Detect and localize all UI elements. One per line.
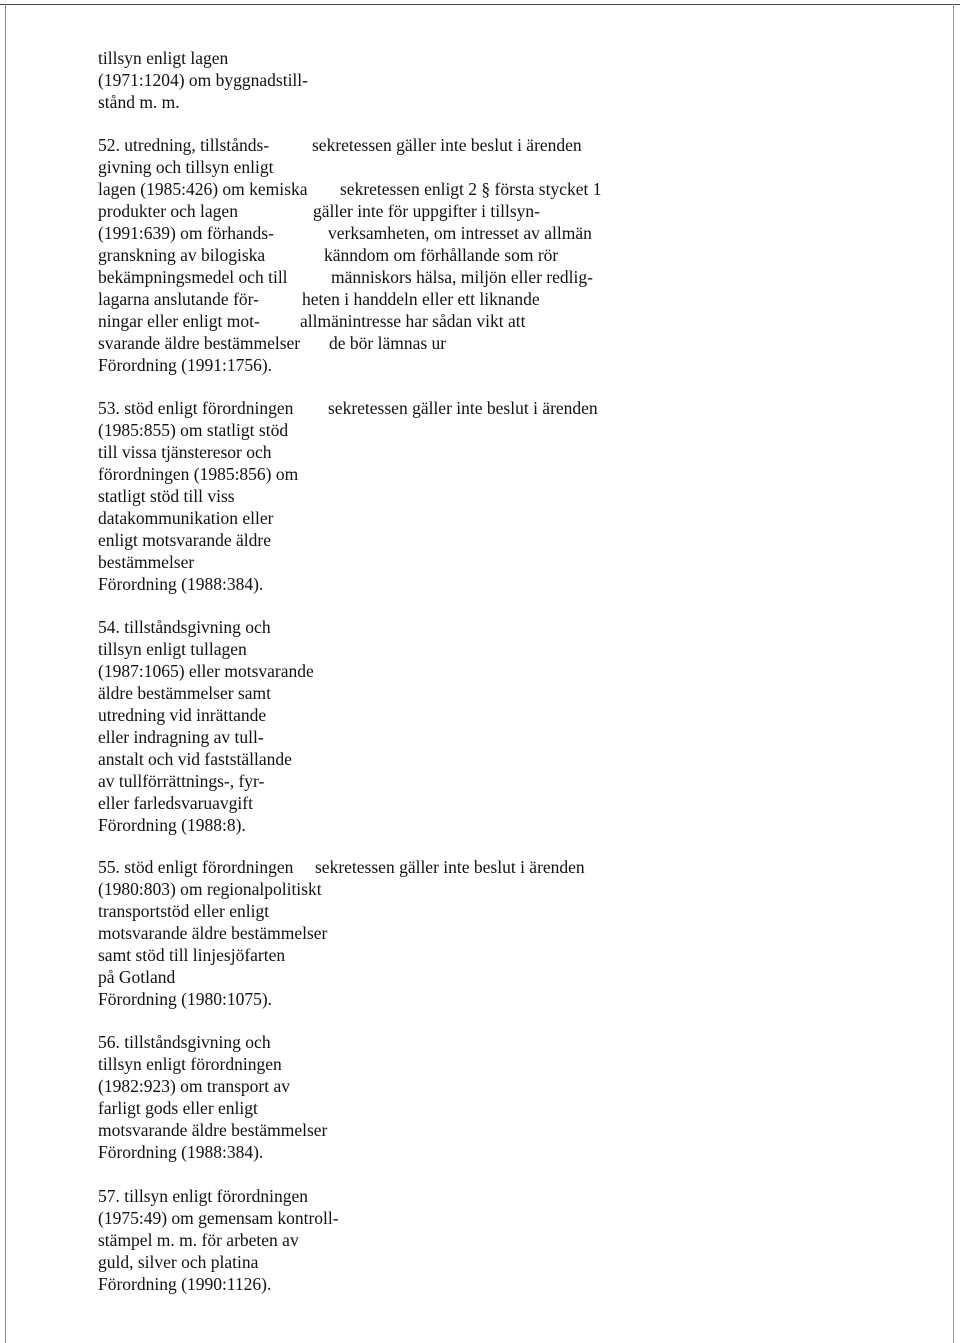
entry-right-line: gäller inte för uppgifter i tillsyn-: [313, 201, 540, 221]
entry-left-line: farligt gods eller enligt: [98, 1098, 258, 1118]
entry-left-line: givning och tillsyn enligt: [98, 157, 274, 177]
entry-left-line: lagarna anslutande för-: [98, 289, 259, 309]
entry-right-line: sekretessen gäller inte beslut i ärenden: [315, 857, 585, 877]
entry-right-line: sekretessen enligt 2 § första stycket 1: [340, 179, 602, 199]
entry-left-line: enligt motsvarande äldre: [98, 530, 271, 550]
entry-left-line: granskning av bilogiska: [98, 245, 266, 265]
entry-left-line: svarande äldre bestämmelser: [98, 333, 301, 353]
entry-left-line: Förordning (1988:384).: [98, 1142, 264, 1162]
entry-left-line: på Gotland: [98, 967, 176, 987]
intro-line: tillsyn enligt lagen: [98, 48, 229, 68]
entry-left-line: stämpel m. m. för arbeten av: [98, 1230, 299, 1250]
entry-left-line: äldre bestämmelser samt: [98, 683, 271, 703]
entry-left-line: bestämmelser: [98, 552, 195, 572]
entry-right-line: verksamheten, om intresset av allmän: [328, 223, 592, 243]
entry-left-line: produkter och lagen: [98, 201, 238, 221]
entry-right-line: människors hälsa, miljön eller redlig-: [331, 267, 593, 287]
page-border-left: [5, 4, 6, 1343]
entry-left-line: 56. tillståndsgivning och: [98, 1032, 271, 1052]
intro-line: stånd m. m.: [98, 92, 180, 112]
entry-left-line: tillsyn enligt tullagen: [98, 639, 247, 659]
entry-left-line: (1975:49) om gemensam kontroll-: [98, 1208, 339, 1228]
entry-left-line: förordningen (1985:856) om: [98, 464, 299, 484]
entry-left-line: 53. stöd enligt förordningen: [98, 398, 294, 418]
entry-left-line: motsvarande äldre bestämmelser: [98, 923, 328, 943]
entry-right-line: allmänintresse har sådan vikt att: [300, 311, 526, 331]
entry-left-line: eller farledsvaruavgift: [98, 793, 253, 813]
entry-left-line: (1982:923) om transport av: [98, 1076, 290, 1096]
entry-left-line: utredning vid inrättande: [98, 705, 267, 725]
entry-left-line: anstalt och vid fastställande: [98, 749, 292, 769]
entry-left-line: bekämpningsmedel och till: [98, 267, 288, 287]
entry-left-line: Förordning (1991:1756).: [98, 355, 273, 375]
entry-left-line: av tullförrättnings-, fyr-: [98, 771, 265, 791]
page-border-top: [0, 4, 960, 5]
entry-left-line: 52. utredning, tillstånds-: [98, 135, 270, 155]
entry-right-line: de bör lämnas ur: [329, 333, 447, 353]
entry-left-line: guld, silver och platina: [98, 1252, 259, 1272]
entry-left-line: ningar eller enligt mot-: [98, 311, 260, 331]
entry-left-line: datakommunikation eller: [98, 508, 274, 528]
entry-left-line: 54. tillståndsgivning och: [98, 617, 271, 637]
entry-left-line: (1991:639) om förhands-: [98, 223, 274, 243]
intro-line: (1971:1204) om byggnadstill-: [98, 70, 308, 90]
entry-left-line: Förordning (1988:8).: [98, 815, 246, 835]
entry-right-line: känndom om förhållande som rör: [324, 245, 559, 265]
entry-left-line: (1980:803) om regionalpolitiskt: [98, 879, 322, 899]
entry-left-line: samt stöd till linjesjöfarten: [98, 945, 286, 965]
entry-right-line: sekretessen gäller inte beslut i ärenden: [328, 398, 598, 418]
entry-left-line: statligt stöd till viss: [98, 486, 235, 506]
entry-left-line: (1985:855) om statligt stöd: [98, 420, 289, 440]
entry-right-line: heten i handdeln eller ett liknande: [302, 289, 540, 309]
entry-left-line: Förordning (1990:1126).: [98, 1274, 272, 1294]
entry-left-line: eller indragning av tull-: [98, 727, 264, 747]
entry-left-line: Förordning (1988:384).: [98, 574, 264, 594]
entry-left-line: Förordning (1980:1075).: [98, 989, 273, 1009]
entry-left-line: lagen (1985:426) om kemiska: [98, 179, 308, 199]
entry-left-line: motsvarande äldre bestämmelser: [98, 1120, 328, 1140]
entry-right-line: sekretessen gäller inte beslut i ärenden: [312, 135, 582, 155]
entry-left-line: tillsyn enligt förordningen: [98, 1054, 282, 1074]
entry-left-line: (1987:1065) eller motsvarande: [98, 661, 314, 681]
entry-left-line: transportstöd eller enligt: [98, 901, 270, 921]
entry-left-line: till vissa tjänsteresor och: [98, 442, 272, 462]
entry-left-line: 55. stöd enligt förordningen: [98, 857, 294, 877]
page-border-right: [953, 4, 954, 1343]
entry-left-line: 57. tillsyn enligt förordningen: [98, 1186, 308, 1206]
